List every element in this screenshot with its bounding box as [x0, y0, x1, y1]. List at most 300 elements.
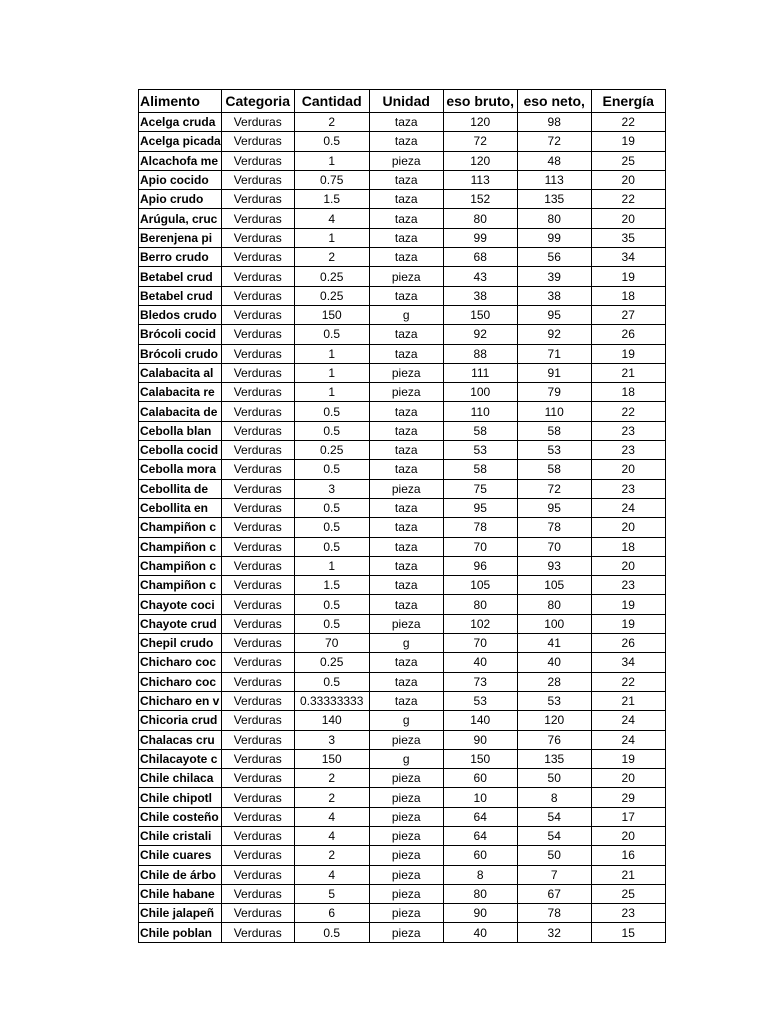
cell-energia[interactable]: 17: [591, 807, 665, 826]
cell-unidad[interactable]: taza: [369, 421, 443, 440]
cell-peso-neto[interactable]: 50: [517, 846, 591, 865]
cell-peso-bruto[interactable]: 53: [443, 441, 517, 460]
cell-energia[interactable]: 24: [591, 730, 665, 749]
cell-peso-neto[interactable]: 100: [517, 614, 591, 633]
cell-unidad[interactable]: pieza: [369, 826, 443, 845]
cell-categoria[interactable]: Verduras: [221, 170, 294, 189]
cell-alimento[interactable]: Apio crudo: [139, 190, 222, 209]
cell-categoria[interactable]: Verduras: [221, 132, 294, 151]
cell-peso-bruto[interactable]: 102: [443, 614, 517, 633]
cell-peso-bruto[interactable]: 95: [443, 498, 517, 517]
cell-cantidad[interactable]: 0.5: [294, 518, 369, 537]
cell-peso-bruto[interactable]: 70: [443, 634, 517, 653]
cell-unidad[interactable]: taza: [369, 209, 443, 228]
cell-categoria[interactable]: Verduras: [221, 460, 294, 479]
cell-cantidad[interactable]: 1: [294, 344, 369, 363]
cell-unidad[interactable]: taza: [369, 190, 443, 209]
cell-alimento[interactable]: Acelga cruda: [139, 113, 222, 132]
cell-energia[interactable]: 18: [591, 537, 665, 556]
cell-peso-neto[interactable]: 39: [517, 267, 591, 286]
cell-peso-neto[interactable]: 53: [517, 691, 591, 710]
cell-unidad[interactable]: taza: [369, 344, 443, 363]
cell-peso-bruto[interactable]: 150: [443, 749, 517, 768]
cell-categoria[interactable]: Verduras: [221, 634, 294, 653]
cell-unidad[interactable]: taza: [369, 170, 443, 189]
cell-alimento[interactable]: Chile poblan: [139, 923, 222, 942]
cell-cantidad[interactable]: 2: [294, 248, 369, 267]
cell-energia[interactable]: 26: [591, 325, 665, 344]
cell-alimento[interactable]: Chayote crud: [139, 614, 222, 633]
cell-cantidad[interactable]: 4: [294, 826, 369, 845]
cell-alimento[interactable]: Chayote coci: [139, 595, 222, 614]
cell-energia[interactable]: 29: [591, 788, 665, 807]
cell-unidad[interactable]: taza: [369, 460, 443, 479]
cell-categoria[interactable]: Verduras: [221, 576, 294, 595]
cell-cantidad[interactable]: 0.5: [294, 537, 369, 556]
cell-cantidad[interactable]: 0.5: [294, 421, 369, 440]
cell-cantidad[interactable]: 0.5: [294, 595, 369, 614]
cell-peso-bruto[interactable]: 64: [443, 807, 517, 826]
cell-unidad[interactable]: pieza: [369, 267, 443, 286]
cell-peso-bruto[interactable]: 90: [443, 904, 517, 923]
cell-peso-neto[interactable]: 110: [517, 402, 591, 421]
cell-cantidad[interactable]: 150: [294, 305, 369, 324]
cell-peso-bruto[interactable]: 88: [443, 344, 517, 363]
cell-alimento[interactable]: Cebollita de: [139, 479, 222, 498]
cell-peso-bruto[interactable]: 80: [443, 884, 517, 903]
cell-peso-bruto[interactable]: 70: [443, 537, 517, 556]
cell-peso-neto[interactable]: 58: [517, 460, 591, 479]
cell-unidad[interactable]: pieza: [369, 904, 443, 923]
cell-energia[interactable]: 19: [591, 614, 665, 633]
cell-peso-neto[interactable]: 92: [517, 325, 591, 344]
cell-categoria[interactable]: Verduras: [221, 904, 294, 923]
cell-unidad[interactable]: taza: [369, 691, 443, 710]
cell-energia[interactable]: 27: [591, 305, 665, 324]
cell-energia[interactable]: 22: [591, 113, 665, 132]
cell-peso-bruto[interactable]: 10: [443, 788, 517, 807]
cell-peso-bruto[interactable]: 113: [443, 170, 517, 189]
cell-cantidad[interactable]: 0.5: [294, 460, 369, 479]
cell-peso-neto[interactable]: 70: [517, 537, 591, 556]
cell-energia[interactable]: 21: [591, 363, 665, 382]
cell-categoria[interactable]: Verduras: [221, 421, 294, 440]
cell-unidad[interactable]: g: [369, 749, 443, 768]
cell-energia[interactable]: 20: [591, 170, 665, 189]
cell-unidad[interactable]: taza: [369, 228, 443, 247]
cell-unidad[interactable]: g: [369, 634, 443, 653]
cell-categoria[interactable]: Verduras: [221, 441, 294, 460]
cell-energia[interactable]: 20: [591, 826, 665, 845]
cell-peso-neto[interactable]: 54: [517, 826, 591, 845]
cell-energia[interactable]: 20: [591, 209, 665, 228]
cell-unidad[interactable]: taza: [369, 248, 443, 267]
cell-unidad[interactable]: taza: [369, 556, 443, 575]
cell-peso-neto[interactable]: 56: [517, 248, 591, 267]
cell-cantidad[interactable]: 1: [294, 556, 369, 575]
cell-energia[interactable]: 19: [591, 749, 665, 768]
cell-unidad[interactable]: pieza: [369, 923, 443, 942]
cell-peso-neto[interactable]: 80: [517, 209, 591, 228]
cell-energia[interactable]: 34: [591, 248, 665, 267]
cell-alimento[interactable]: Brócoli crudo: [139, 344, 222, 363]
cell-peso-bruto[interactable]: 72: [443, 132, 517, 151]
cell-cantidad[interactable]: 150: [294, 749, 369, 768]
cell-cantidad[interactable]: 2: [294, 788, 369, 807]
cell-cantidad[interactable]: 70: [294, 634, 369, 653]
cell-energia[interactable]: 35: [591, 228, 665, 247]
cell-energia[interactable]: 23: [591, 441, 665, 460]
cell-unidad[interactable]: g: [369, 711, 443, 730]
cell-peso-neto[interactable]: 41: [517, 634, 591, 653]
cell-peso-neto[interactable]: 32: [517, 923, 591, 942]
cell-alimento[interactable]: Betabel crud: [139, 267, 222, 286]
cell-categoria[interactable]: Verduras: [221, 846, 294, 865]
cell-cantidad[interactable]: 0.5: [294, 325, 369, 344]
cell-energia[interactable]: 16: [591, 846, 665, 865]
cell-categoria[interactable]: Verduras: [221, 537, 294, 556]
cell-cantidad[interactable]: 3: [294, 479, 369, 498]
cell-alimento[interactable]: Chile cristali: [139, 826, 222, 845]
cell-alimento[interactable]: Champiñon c: [139, 576, 222, 595]
cell-peso-bruto[interactable]: 73: [443, 672, 517, 691]
cell-unidad[interactable]: g: [369, 305, 443, 324]
cell-peso-bruto[interactable]: 80: [443, 595, 517, 614]
cell-unidad[interactable]: pieza: [369, 383, 443, 402]
cell-energia[interactable]: 15: [591, 923, 665, 942]
cell-categoria[interactable]: Verduras: [221, 556, 294, 575]
cell-alimento[interactable]: Cebollita en: [139, 498, 222, 517]
cell-peso-neto[interactable]: 28: [517, 672, 591, 691]
cell-cantidad[interactable]: 0.25: [294, 267, 369, 286]
cell-cantidad[interactable]: 140: [294, 711, 369, 730]
cell-alimento[interactable]: Acelga picada: [139, 132, 222, 151]
cell-cantidad[interactable]: 0.5: [294, 402, 369, 421]
cell-unidad[interactable]: pieza: [369, 807, 443, 826]
cell-cantidad[interactable]: 6: [294, 904, 369, 923]
cell-unidad[interactable]: pieza: [369, 769, 443, 788]
cell-peso-bruto[interactable]: 58: [443, 421, 517, 440]
cell-energia[interactable]: 25: [591, 884, 665, 903]
cell-peso-neto[interactable]: 7: [517, 865, 591, 884]
cell-peso-neto[interactable]: 91: [517, 363, 591, 382]
cell-peso-neto[interactable]: 99: [517, 228, 591, 247]
cell-peso-neto[interactable]: 38: [517, 286, 591, 305]
cell-categoria[interactable]: Verduras: [221, 344, 294, 363]
cell-unidad[interactable]: pieza: [369, 363, 443, 382]
cell-alimento[interactable]: Betabel crud: [139, 286, 222, 305]
cell-energia[interactable]: 19: [591, 267, 665, 286]
cell-energia[interactable]: 26: [591, 634, 665, 653]
cell-categoria[interactable]: Verduras: [221, 691, 294, 710]
cell-cantidad[interactable]: 0.33333333: [294, 691, 369, 710]
cell-categoria[interactable]: Verduras: [221, 595, 294, 614]
cell-energia[interactable]: 24: [591, 711, 665, 730]
cell-unidad[interactable]: pieza: [369, 846, 443, 865]
cell-alimento[interactable]: Berenjena pi: [139, 228, 222, 247]
cell-peso-bruto[interactable]: 68: [443, 248, 517, 267]
cell-alimento[interactable]: Bledos crudo: [139, 305, 222, 324]
cell-peso-neto[interactable]: 67: [517, 884, 591, 903]
cell-peso-bruto[interactable]: 40: [443, 653, 517, 672]
cell-energia[interactable]: 20: [591, 556, 665, 575]
cell-peso-neto[interactable]: 8: [517, 788, 591, 807]
cell-categoria[interactable]: Verduras: [221, 711, 294, 730]
cell-cantidad[interactable]: 0.5: [294, 614, 369, 633]
cell-peso-bruto[interactable]: 120: [443, 151, 517, 170]
cell-cantidad[interactable]: 3: [294, 730, 369, 749]
cell-peso-neto[interactable]: 79: [517, 383, 591, 402]
cell-energia[interactable]: 19: [591, 344, 665, 363]
cell-energia[interactable]: 21: [591, 691, 665, 710]
cell-categoria[interactable]: Verduras: [221, 826, 294, 845]
cell-alimento[interactable]: Chalacas cru: [139, 730, 222, 749]
cell-categoria[interactable]: Verduras: [221, 923, 294, 942]
cell-peso-neto[interactable]: 53: [517, 441, 591, 460]
cell-peso-bruto[interactable]: 60: [443, 769, 517, 788]
cell-peso-neto[interactable]: 80: [517, 595, 591, 614]
cell-peso-neto[interactable]: 78: [517, 904, 591, 923]
cell-peso-bruto[interactable]: 105: [443, 576, 517, 595]
cell-categoria[interactable]: Verduras: [221, 151, 294, 170]
cell-peso-neto[interactable]: 113: [517, 170, 591, 189]
cell-peso-neto[interactable]: 95: [517, 305, 591, 324]
cell-unidad[interactable]: taza: [369, 595, 443, 614]
cell-peso-neto[interactable]: 78: [517, 518, 591, 537]
cell-unidad[interactable]: pieza: [369, 788, 443, 807]
cell-peso-bruto[interactable]: 53: [443, 691, 517, 710]
cell-cantidad[interactable]: 0.5: [294, 923, 369, 942]
cell-alimento[interactable]: Chile jalapeñ: [139, 904, 222, 923]
cell-categoria[interactable]: Verduras: [221, 402, 294, 421]
cell-alimento[interactable]: Calabacita re: [139, 383, 222, 402]
cell-cantidad[interactable]: 1: [294, 383, 369, 402]
cell-peso-bruto[interactable]: 58: [443, 460, 517, 479]
cell-alimento[interactable]: Calabacita de: [139, 402, 222, 421]
cell-cantidad[interactable]: 0.5: [294, 672, 369, 691]
cell-energia[interactable]: 24: [591, 498, 665, 517]
cell-alimento[interactable]: Berro crudo: [139, 248, 222, 267]
cell-cantidad[interactable]: 2: [294, 113, 369, 132]
cell-categoria[interactable]: Verduras: [221, 248, 294, 267]
cell-energia[interactable]: 20: [591, 460, 665, 479]
cell-energia[interactable]: 20: [591, 769, 665, 788]
cell-alimento[interactable]: Arúgula, cruc: [139, 209, 222, 228]
cell-unidad[interactable]: pieza: [369, 865, 443, 884]
cell-alimento[interactable]: Chepil crudo: [139, 634, 222, 653]
cell-categoria[interactable]: Verduras: [221, 363, 294, 382]
cell-alimento[interactable]: Chile chilaca: [139, 769, 222, 788]
cell-alimento[interactable]: Cebolla blan: [139, 421, 222, 440]
cell-cantidad[interactable]: 1: [294, 363, 369, 382]
cell-alimento[interactable]: Chicharo coc: [139, 653, 222, 672]
cell-unidad[interactable]: taza: [369, 441, 443, 460]
cell-peso-neto[interactable]: 76: [517, 730, 591, 749]
cell-energia[interactable]: 20: [591, 518, 665, 537]
cell-energia[interactable]: 34: [591, 653, 665, 672]
cell-cantidad[interactable]: 0.25: [294, 441, 369, 460]
cell-peso-bruto[interactable]: 38: [443, 286, 517, 305]
cell-categoria[interactable]: Verduras: [221, 325, 294, 344]
cell-categoria[interactable]: Verduras: [221, 730, 294, 749]
cell-peso-bruto[interactable]: 99: [443, 228, 517, 247]
cell-energia[interactable]: 18: [591, 286, 665, 305]
cell-peso-neto[interactable]: 93: [517, 556, 591, 575]
cell-alimento[interactable]: Chile habane: [139, 884, 222, 903]
cell-peso-bruto[interactable]: 75: [443, 479, 517, 498]
cell-categoria[interactable]: Verduras: [221, 267, 294, 286]
cell-cantidad[interactable]: 0.5: [294, 132, 369, 151]
cell-peso-neto[interactable]: 40: [517, 653, 591, 672]
cell-peso-bruto[interactable]: 78: [443, 518, 517, 537]
cell-categoria[interactable]: Verduras: [221, 498, 294, 517]
cell-alimento[interactable]: Chilacayote c: [139, 749, 222, 768]
cell-cantidad[interactable]: 4: [294, 865, 369, 884]
cell-alimento[interactable]: Calabacita al: [139, 363, 222, 382]
cell-cantidad[interactable]: 0.5: [294, 498, 369, 517]
cell-energia[interactable]: 25: [591, 151, 665, 170]
cell-peso-bruto[interactable]: 92: [443, 325, 517, 344]
cell-unidad[interactable]: taza: [369, 672, 443, 691]
cell-peso-neto[interactable]: 48: [517, 151, 591, 170]
cell-peso-neto[interactable]: 105: [517, 576, 591, 595]
cell-peso-neto[interactable]: 95: [517, 498, 591, 517]
cell-peso-bruto[interactable]: 111: [443, 363, 517, 382]
cell-cantidad[interactable]: 0.75: [294, 170, 369, 189]
cell-cantidad[interactable]: 1.5: [294, 576, 369, 595]
cell-unidad[interactable]: taza: [369, 576, 443, 595]
cell-categoria[interactable]: Verduras: [221, 113, 294, 132]
cell-peso-bruto[interactable]: 150: [443, 305, 517, 324]
cell-unidad[interactable]: taza: [369, 132, 443, 151]
cell-categoria[interactable]: Verduras: [221, 209, 294, 228]
cell-unidad[interactable]: taza: [369, 402, 443, 421]
cell-categoria[interactable]: Verduras: [221, 190, 294, 209]
cell-unidad[interactable]: pieza: [369, 151, 443, 170]
cell-cantidad[interactable]: 1: [294, 151, 369, 170]
cell-categoria[interactable]: Verduras: [221, 788, 294, 807]
cell-energia[interactable]: 18: [591, 383, 665, 402]
cell-cantidad[interactable]: 0.25: [294, 286, 369, 305]
cell-cantidad[interactable]: 4: [294, 209, 369, 228]
cell-unidad[interactable]: pieza: [369, 884, 443, 903]
cell-unidad[interactable]: taza: [369, 498, 443, 517]
cell-unidad[interactable]: pieza: [369, 730, 443, 749]
cell-unidad[interactable]: taza: [369, 518, 443, 537]
cell-cantidad[interactable]: 2: [294, 846, 369, 865]
cell-categoria[interactable]: Verduras: [221, 807, 294, 826]
cell-alimento[interactable]: Chicharo en v: [139, 691, 222, 710]
cell-categoria[interactable]: Verduras: [221, 672, 294, 691]
cell-peso-neto[interactable]: 58: [517, 421, 591, 440]
cell-peso-bruto[interactable]: 96: [443, 556, 517, 575]
cell-unidad[interactable]: taza: [369, 653, 443, 672]
cell-alimento[interactable]: Chile cuares: [139, 846, 222, 865]
cell-categoria[interactable]: Verduras: [221, 749, 294, 768]
cell-peso-bruto[interactable]: 120: [443, 113, 517, 132]
cell-peso-bruto[interactable]: 60: [443, 846, 517, 865]
cell-cantidad[interactable]: 0.25: [294, 653, 369, 672]
cell-energia[interactable]: 23: [591, 576, 665, 595]
cell-cantidad[interactable]: 5: [294, 884, 369, 903]
cell-alimento[interactable]: Chicoria crud: [139, 711, 222, 730]
cell-cantidad[interactable]: 1: [294, 228, 369, 247]
cell-categoria[interactable]: Verduras: [221, 286, 294, 305]
cell-peso-neto[interactable]: 72: [517, 132, 591, 151]
cell-alimento[interactable]: Champiñon c: [139, 518, 222, 537]
cell-energia[interactable]: 23: [591, 479, 665, 498]
cell-peso-neto[interactable]: 98: [517, 113, 591, 132]
cell-alimento[interactable]: Chile chipotl: [139, 788, 222, 807]
cell-peso-neto[interactable]: 135: [517, 190, 591, 209]
cell-unidad[interactable]: taza: [369, 325, 443, 344]
cell-alimento[interactable]: Champiñon c: [139, 537, 222, 556]
cell-peso-bruto[interactable]: 152: [443, 190, 517, 209]
cell-peso-bruto[interactable]: 43: [443, 267, 517, 286]
cell-energia[interactable]: 22: [591, 190, 665, 209]
cell-energia[interactable]: 22: [591, 402, 665, 421]
cell-peso-neto[interactable]: 72: [517, 479, 591, 498]
cell-alimento[interactable]: Cebolla mora: [139, 460, 222, 479]
cell-cantidad[interactable]: 1.5: [294, 190, 369, 209]
cell-alimento[interactable]: Chile costeño: [139, 807, 222, 826]
cell-peso-bruto[interactable]: 64: [443, 826, 517, 845]
cell-categoria[interactable]: Verduras: [221, 865, 294, 884]
cell-peso-neto[interactable]: 50: [517, 769, 591, 788]
cell-peso-neto[interactable]: 135: [517, 749, 591, 768]
cell-categoria[interactable]: Verduras: [221, 769, 294, 788]
cell-alimento[interactable]: Chile de árbo: [139, 865, 222, 884]
cell-alimento[interactable]: Alcachofa me: [139, 151, 222, 170]
cell-unidad[interactable]: pieza: [369, 614, 443, 633]
cell-categoria[interactable]: Verduras: [221, 518, 294, 537]
cell-energia[interactable]: 19: [591, 132, 665, 151]
cell-unidad[interactable]: taza: [369, 113, 443, 132]
cell-peso-bruto[interactable]: 8: [443, 865, 517, 884]
cell-peso-neto[interactable]: 120: [517, 711, 591, 730]
cell-cantidad[interactable]: 2: [294, 769, 369, 788]
cell-categoria[interactable]: Verduras: [221, 228, 294, 247]
cell-unidad[interactable]: taza: [369, 537, 443, 556]
cell-energia[interactable]: 21: [591, 865, 665, 884]
cell-energia[interactable]: 23: [591, 421, 665, 440]
cell-alimento[interactable]: Brócoli cocid: [139, 325, 222, 344]
cell-categoria[interactable]: Verduras: [221, 884, 294, 903]
cell-alimento[interactable]: Chicharo coc: [139, 672, 222, 691]
cell-peso-bruto[interactable]: 40: [443, 923, 517, 942]
cell-peso-bruto[interactable]: 80: [443, 209, 517, 228]
cell-categoria[interactable]: Verduras: [221, 383, 294, 402]
cell-peso-bruto[interactable]: 140: [443, 711, 517, 730]
cell-energia[interactable]: 22: [591, 672, 665, 691]
cell-categoria[interactable]: Verduras: [221, 305, 294, 324]
cell-alimento[interactable]: Cebolla cocid: [139, 441, 222, 460]
cell-categoria[interactable]: Verduras: [221, 653, 294, 672]
cell-energia[interactable]: 19: [591, 595, 665, 614]
cell-peso-bruto[interactable]: 90: [443, 730, 517, 749]
cell-categoria[interactable]: Verduras: [221, 479, 294, 498]
cell-cantidad[interactable]: 4: [294, 807, 369, 826]
cell-unidad[interactable]: pieza: [369, 479, 443, 498]
cell-alimento[interactable]: Champiñon c: [139, 556, 222, 575]
cell-categoria[interactable]: Verduras: [221, 614, 294, 633]
cell-peso-bruto[interactable]: 100: [443, 383, 517, 402]
cell-alimento[interactable]: Apio cocido: [139, 170, 222, 189]
cell-peso-neto[interactable]: 54: [517, 807, 591, 826]
cell-peso-bruto[interactable]: 110: [443, 402, 517, 421]
cell-peso-neto[interactable]: 71: [517, 344, 591, 363]
cell-unidad[interactable]: taza: [369, 286, 443, 305]
